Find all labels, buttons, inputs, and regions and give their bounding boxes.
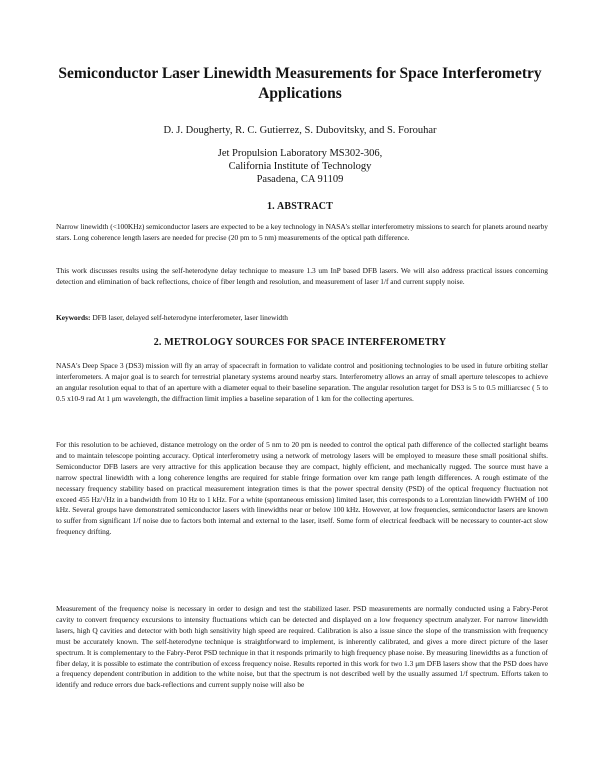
affiliation [40,147,560,186]
abstract-paragraph-1: Narrow linewidth (<100KHz) semiconductor lasers are expected to be a key technology in NASA's stellar interferometry missions to search for planets around nearby stars. Long coherence length lasers are needed for precise (20 pm to 5 nm) measurements of the optical path difference. [56,222,548,242]
section-heading-abstract: 1. ABSTRACT [266,201,334,212]
affiliation-line-3: Pasadena, CA 91109 [256,174,344,185]
affiliation-line-1: Jet Propulsion Laboratory MS302-306, [217,148,383,159]
title-line-2: Applications [258,85,342,102]
keywords-label: Keywords: [56,313,91,322]
affiliation-line-2: California Institute of Technology [228,161,372,172]
section-heading-metrology: 2. METROLOGY SOURCES FOR SPACE INTERFEROMETRY [153,337,447,348]
keywords-text: DFB laser, delayed self-heterodyne interferometer, laser linewidth [90,313,288,322]
keywords-line [56,313,548,324]
abstract-paragraph-2: This work discusses results using the self-heterodyne delay technique to measure 1.3 um InP based DFB lasers. We will also address practical issues concerning detection and elimination of back reflections, choice of fiber length and resolution, and measurement of laser 1/f and current supply noise. [56,266,548,286]
body-paragraph-1: NASA's Deep Space 3 (DS3) mission will fly an array of spacecraft in formation to validate control and positioning technologies to be used in future orbiting stellar interferometers. A major goal is to search for terrestrial planetary systems around nearby stars. Interferometry allows an array of small aperture telescopes to achieve an angular resolution equal to that of an aperture with a diameter equal to their baseline separation. The angular resolution target for DS3 is 5 to 0.5 milliarcsec ( 5 to 0.5 x10-9 rad At 1 μm wavelength, the diffraction limit implies a baseline separation of 1 km for the collecting apertures. [56,361,548,403]
title-line-1: Semiconductor Laser Linewidth Measurements for Space Interferometry [58,65,542,82]
body-paragraph-2: For this resolution to be achieved, distance metrology on the order of 5 nm to 20 pm is needed to control the optical path difference of the collected starlight beams and to maintain telescope pointing accuracy. Optical interferometry using a network of metrology lasers will be employed to measure these small positional shifts. Semiconductor DFB lasers are very attractive for this application because they are compact, highly efficient, and mechanically rugged. The source must have a narrow spectral linewidth with a long coherence lengths are required for stable fringe formation over km range path length differences. A rough estimate of the necessary frequency stability based on practical measurement integration times is that the power spectral density (PSD) of the optical frequency fluctuation not exceed 455 Hz/√Hz in a bandwidth from 10 Hz to 1 kHz. For a white (spontaneous emission) limited laser, this corresponds to a Lorentzian linewidth FWHM of 100 kHz. Several groups have demonstrated semiconductor lasers with linewidths near or below 100 kHz. However, at low frequencies, semiconductor lasers are known to suffer from significant 1/f noise due to factors both internal and external to the laser, itself. Some form of electrical feedback will be necessary to counter-act slow frequency drifting. [56,440,548,537]
paper-title [40,64,560,104]
author-list: D. J. Dougherty, R. C. Gutierrez, S. Dubovitsky, and S. Forouhar [163,125,437,136]
body-paragraph-3: Measurement of the frequency noise is necessary in order to design and test the stabilized laser. PSD measurements are normally conducted using a Fabry-Perot cavity to convert frequency excursions to intensity fluctuations which can be detected and displayed on a low frequency spectrum analyzer. For narrow linewidth lasers, high Q cavities and detector with both high sensitivity high speed are required. Calibration is also a issue since the slope of the transmission with frequency must be accurately known. The self-heterodyne technique is straightforward to implement, is inherently calibrated, and gives a more direct picture of the laser spectrum. It is complementary to the Fabry-Perot PSD technique in that it responds primarily to high frequency phase noise. By measuring linewidths as a function of fiber delay, it is possible to estimate the contribution of excess frequency noise. Results reported in this work for two 1.3 μm DFB lasers show that the PSD does have a frequency dependent contribution in addition to the white noise, but that the spectrum is not described well by the usually assumed 1/f spectrum. Efforts taken to identify and reduce errors due back-reflections and current supply noise will also be [56,604,548,690]
